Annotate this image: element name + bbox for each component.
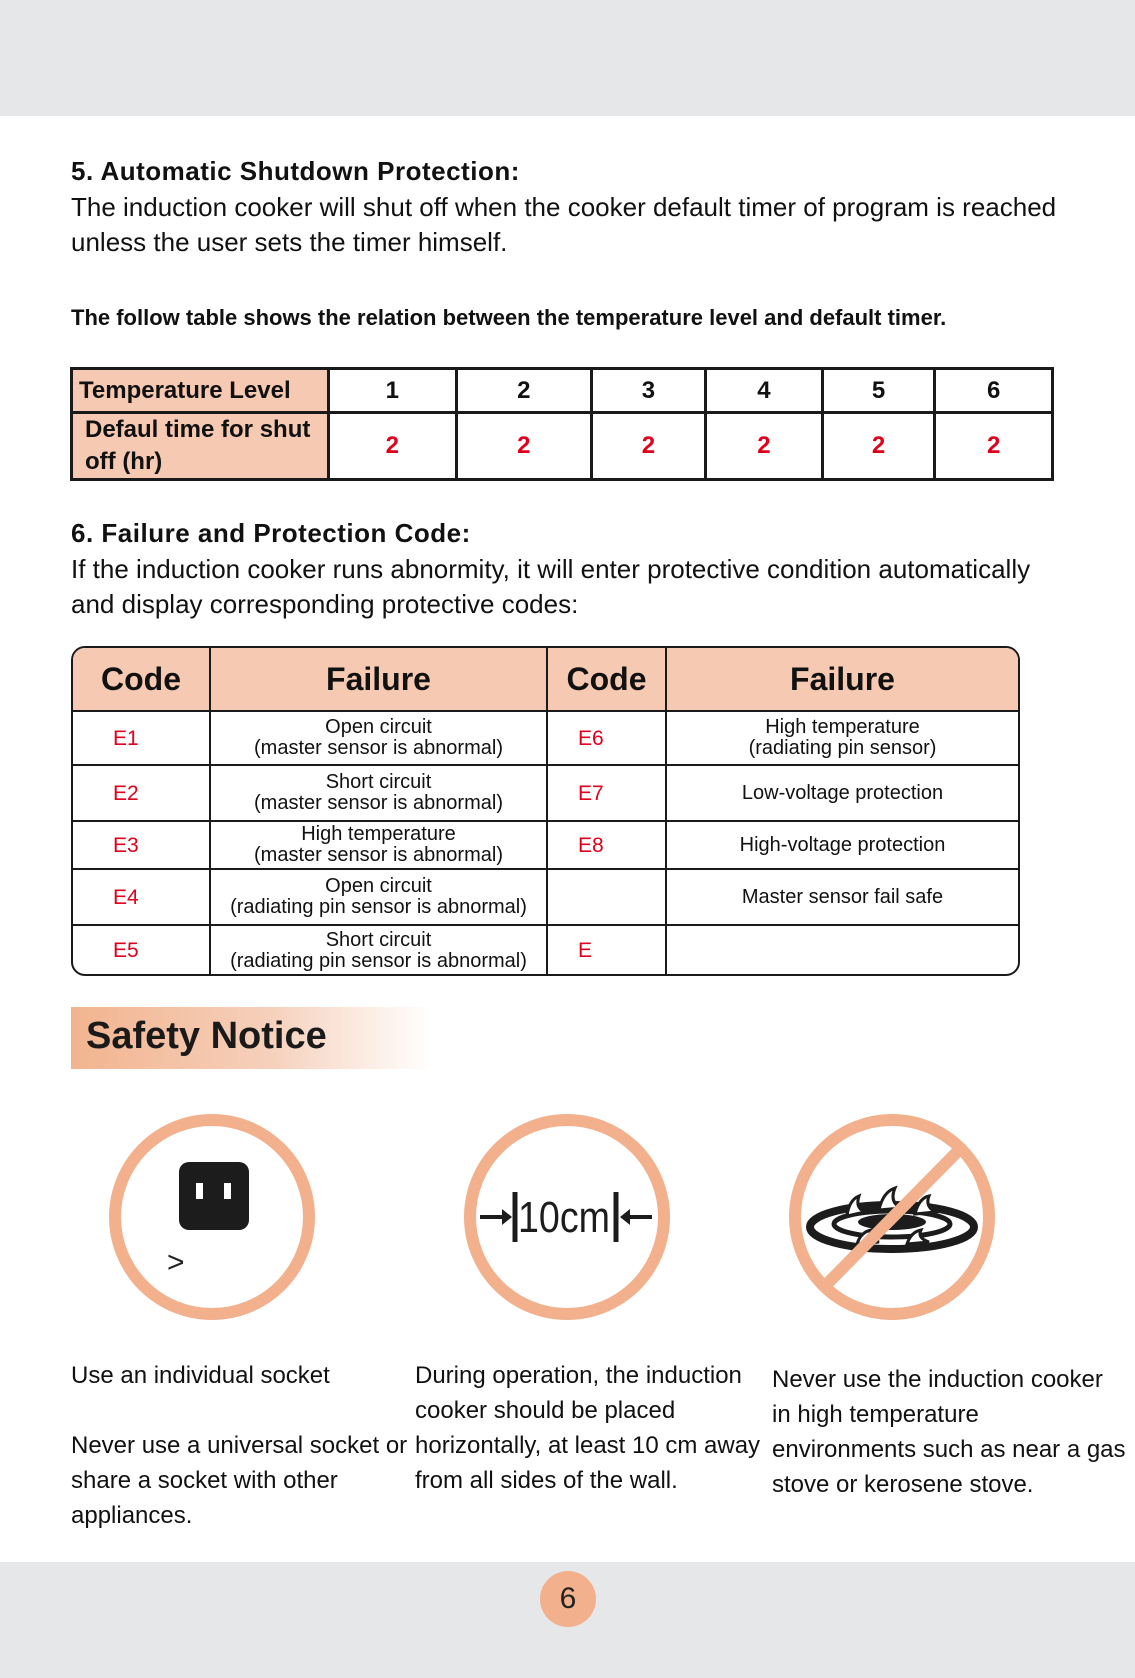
failure-cell: Short circuit (master sensor is abnormal) xyxy=(210,765,547,821)
code-header: Code xyxy=(547,648,666,711)
section6-heading: 6. Failure and Protection Code: xyxy=(71,518,471,548)
time-cell: 2 xyxy=(328,413,457,480)
failure-cell: High temperature (radiating pin sensor) xyxy=(666,711,1018,765)
safety-text: During operation, the induction cooker should be placed horizontally, at least 10 cm away from all sides of the wall. xyxy=(415,1362,761,1494)
no-gas-stove-icon xyxy=(787,1112,997,1322)
failure-cell: Open circuit (master sensor is abnormal) xyxy=(210,711,547,765)
failure-cell: Open circuit (radiating pin sensor is abnormal) xyxy=(210,869,547,925)
section6-text: If the induction cooker runs abnormity, it will enter protective condition automatically and display corresponding protective codes: xyxy=(71,554,1031,619)
code-cell: E4 xyxy=(73,869,210,925)
code-cell: E1 xyxy=(73,711,210,765)
time-cell: 2 xyxy=(935,413,1053,480)
safety-text: Use an individual socket xyxy=(71,1362,330,1389)
failure-cell: High-voltage protection xyxy=(666,821,1018,869)
safety-column-clearance xyxy=(415,1358,770,1498)
failure-header: Failure xyxy=(210,648,547,711)
time-cell: 2 xyxy=(457,413,592,480)
time-cell: 2 xyxy=(591,413,706,480)
code-cell: E3 xyxy=(73,821,210,869)
code-cell: E7 xyxy=(547,765,666,821)
table-intro: The follow table shows the relation between the temperature level and default timer. xyxy=(71,305,947,330)
table-row xyxy=(73,869,1018,925)
temperature-level-label: Temperature Level xyxy=(72,369,329,413)
level-cell: 6 xyxy=(935,369,1053,413)
table-row xyxy=(73,765,1018,821)
failure-cell: Low-voltage protection xyxy=(666,765,1018,821)
safety-column-gas-stove xyxy=(772,1362,1127,1502)
code-header: Code xyxy=(73,648,210,711)
top-band xyxy=(0,0,1135,116)
code-cell: E5 xyxy=(73,925,210,975)
safety-text: Never use a universal socket or share a socket with other appliances. xyxy=(71,1432,408,1529)
code-cell: E8 xyxy=(547,821,666,869)
section5-text: The induction cooker will shut off when the cooker default timer of program is reached unless the user sets the timer himself. xyxy=(71,192,1057,257)
level-cell: 5 xyxy=(822,369,935,413)
failure-cell: High temperature (master sensor is abnormal) xyxy=(210,821,547,869)
level-cell: 2 xyxy=(457,369,592,413)
level-cell: 4 xyxy=(706,369,823,413)
section5-heading: 5. Automatic Shutdown Protection: xyxy=(71,156,520,186)
safety-column-socket xyxy=(71,1358,411,1533)
safety-notice-title: Safety Notice xyxy=(86,1015,327,1057)
page-number: 6 xyxy=(540,1571,596,1627)
failure-cell xyxy=(666,925,1018,975)
socket-icon xyxy=(107,1112,317,1322)
time-cell: 2 xyxy=(822,413,935,480)
temperature-timer-table xyxy=(70,367,1054,481)
code-cell: E xyxy=(547,925,666,975)
time-cell: 2 xyxy=(706,413,823,480)
code-cell: E6 xyxy=(547,711,666,765)
level-cell: 3 xyxy=(591,369,706,413)
default-time-label: Defaul time for shut off (hr) xyxy=(72,413,329,480)
level-cell: 1 xyxy=(328,369,457,413)
table-row xyxy=(73,821,1018,869)
failure-cell: Short circuit (radiating pin sensor is abnormal) xyxy=(210,925,547,975)
safety-text: Never use the induction cooker in high temperature environments such as near a gas stove or kerosene stove. xyxy=(772,1366,1126,1498)
failure-header: Failure xyxy=(666,648,1018,711)
failure-code-table xyxy=(71,646,1020,976)
socket-mark: > xyxy=(167,1246,185,1279)
table-row xyxy=(73,711,1018,765)
table-row xyxy=(73,925,1018,975)
failure-cell: Master sensor fail safe xyxy=(666,869,1018,925)
code-cell: E2 xyxy=(73,765,210,821)
clearance-label: 10cm xyxy=(518,1193,610,1242)
safety-notice-banner xyxy=(71,1007,431,1069)
code-cell xyxy=(547,869,666,925)
clearance-icon xyxy=(462,1112,672,1322)
